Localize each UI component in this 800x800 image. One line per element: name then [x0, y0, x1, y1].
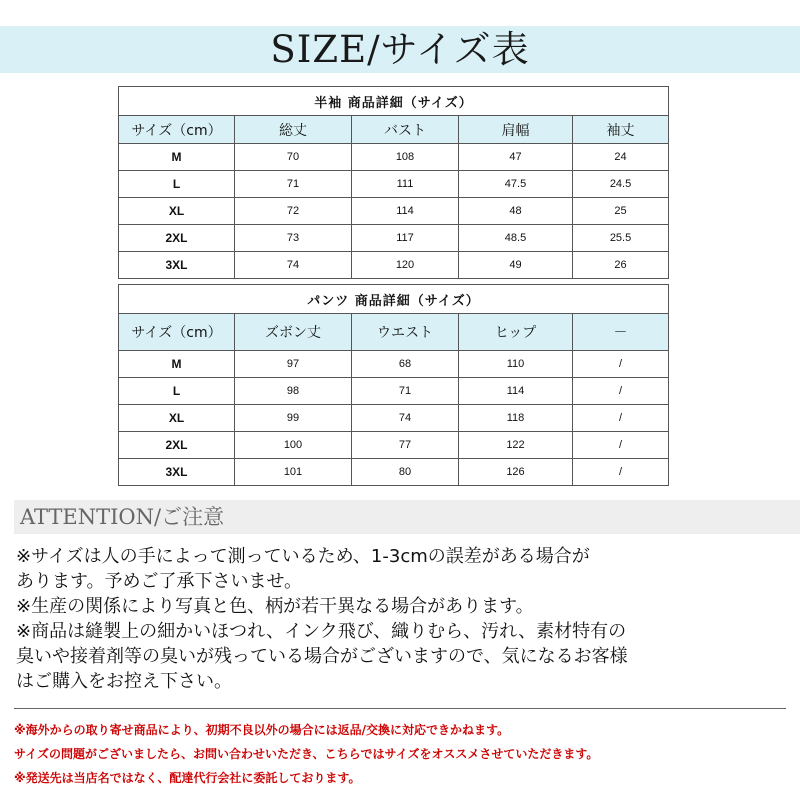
table-cell: 73: [235, 225, 352, 252]
table-cell: /: [573, 459, 669, 486]
table-cell: 47.5: [459, 171, 573, 198]
table-cell: 24: [573, 144, 669, 171]
table-cell: /: [573, 351, 669, 378]
table-cell: 99: [235, 405, 352, 432]
size-label: L: [119, 171, 235, 198]
header-cell: ヒップ: [459, 314, 573, 351]
table-cell: 48: [459, 198, 573, 225]
table-cell: 25.5: [573, 225, 669, 252]
divider: [14, 708, 786, 709]
table-cell: 24.5: [573, 171, 669, 198]
size-label: 3XL: [119, 459, 235, 486]
table-cell: 108: [352, 144, 459, 171]
table-row: [119, 225, 669, 252]
table-cell: 26: [573, 252, 669, 279]
table-row: [119, 171, 669, 198]
header-cell: サイズ（cm）: [119, 314, 235, 351]
table-cell: 71: [235, 171, 352, 198]
table-cell: 98: [235, 378, 352, 405]
table-cell: 25: [573, 198, 669, 225]
table-cell: 71: [352, 378, 459, 405]
header-cell: ウエスト: [352, 314, 459, 351]
table-row: [119, 405, 669, 432]
table-row: [119, 459, 669, 486]
table-cell: 101: [235, 459, 352, 486]
red-note-line: ※海外からの取り寄せ商品により、初期不良以外の場合には返品/交換に対応できかねます。: [14, 723, 510, 737]
table-cell: 120: [352, 252, 459, 279]
table-cell: /: [573, 378, 669, 405]
note-line: ※商品は縫製上の細かいほつれ、インク飛び、織りむら、汚れ、素材特有の: [16, 621, 627, 642]
size-label: XL: [119, 405, 235, 432]
table-cell: 117: [352, 225, 459, 252]
table-cell: 118: [459, 405, 573, 432]
note-line: ※サイズは人の手によって測っているため、1-3cmの誤差がある場合が: [16, 546, 590, 567]
table-cell: 77: [352, 432, 459, 459]
note-line: はご購入をお控え下さい。: [16, 671, 232, 692]
table-caption: パンツ 商品詳細（サイズ）: [119, 285, 669, 314]
table-cell: 100: [235, 432, 352, 459]
red-notes: [14, 718, 794, 790]
table-cell: 114: [459, 378, 573, 405]
table-cell: 126: [459, 459, 573, 486]
table-cell: 72: [235, 198, 352, 225]
header-cell: バスト: [352, 116, 459, 144]
table-cell: 48.5: [459, 225, 573, 252]
header-cell: 総丈: [235, 116, 352, 144]
header-cell: ズボン丈: [235, 314, 352, 351]
table-cell: 80: [352, 459, 459, 486]
size-label: 2XL: [119, 432, 235, 459]
table-row: [119, 432, 669, 459]
size-label: 2XL: [119, 225, 235, 252]
table-cell: 74: [235, 252, 352, 279]
size-label: 3XL: [119, 252, 235, 279]
size-label: M: [119, 351, 235, 378]
table-cell: 97: [235, 351, 352, 378]
short-sleeve-size-table: [118, 86, 669, 279]
table-cell: 49: [459, 252, 573, 279]
note-line: ※生産の関係により写真と色、柄が若干異なる場合があります。: [16, 596, 534, 617]
page-title: SIZE/サイズ表: [270, 28, 530, 71]
table-row: [119, 144, 669, 171]
size-label: XL: [119, 198, 235, 225]
table-cell: 74: [352, 405, 459, 432]
table-caption: 半袖 商品詳細（サイズ）: [119, 87, 669, 116]
table-cell: 114: [352, 198, 459, 225]
table-cell: 122: [459, 432, 573, 459]
table-row: [119, 252, 669, 279]
table-cell: /: [573, 432, 669, 459]
table-cell: 68: [352, 351, 459, 378]
size-label: M: [119, 144, 235, 171]
table-cell: 47: [459, 144, 573, 171]
attention-notes: [16, 544, 794, 694]
note-line: あります。予めご了承下さいませ。: [16, 571, 303, 592]
table-row: [119, 198, 669, 225]
red-note-line: ※発送先は当店名ではなく、配達代行会社に委託しております。: [14, 771, 361, 785]
table-row: [119, 351, 669, 378]
table-cell: /: [573, 405, 669, 432]
table-cell: 110: [459, 351, 573, 378]
note-line: 臭いや接着剤等の臭いが残っている場合がございますので、気になるお客様: [16, 646, 628, 667]
header-cell: －: [573, 314, 669, 351]
size-label: L: [119, 378, 235, 405]
header-cell: 袖丈: [573, 116, 669, 144]
header-cell: 肩幅: [459, 116, 573, 144]
table-cell: 70: [235, 144, 352, 171]
pants-size-table: [118, 284, 669, 486]
red-note-line: サイズの問題がございましたら、お問い合わせいただき、こちらではサイズをオススメさせていただきます。: [14, 747, 599, 761]
table-row: [119, 378, 669, 405]
header-cell: サイズ（cm）: [119, 116, 235, 144]
table-cell: 111: [352, 171, 459, 198]
attention-heading: ATTENTION/ご注意: [20, 505, 225, 529]
